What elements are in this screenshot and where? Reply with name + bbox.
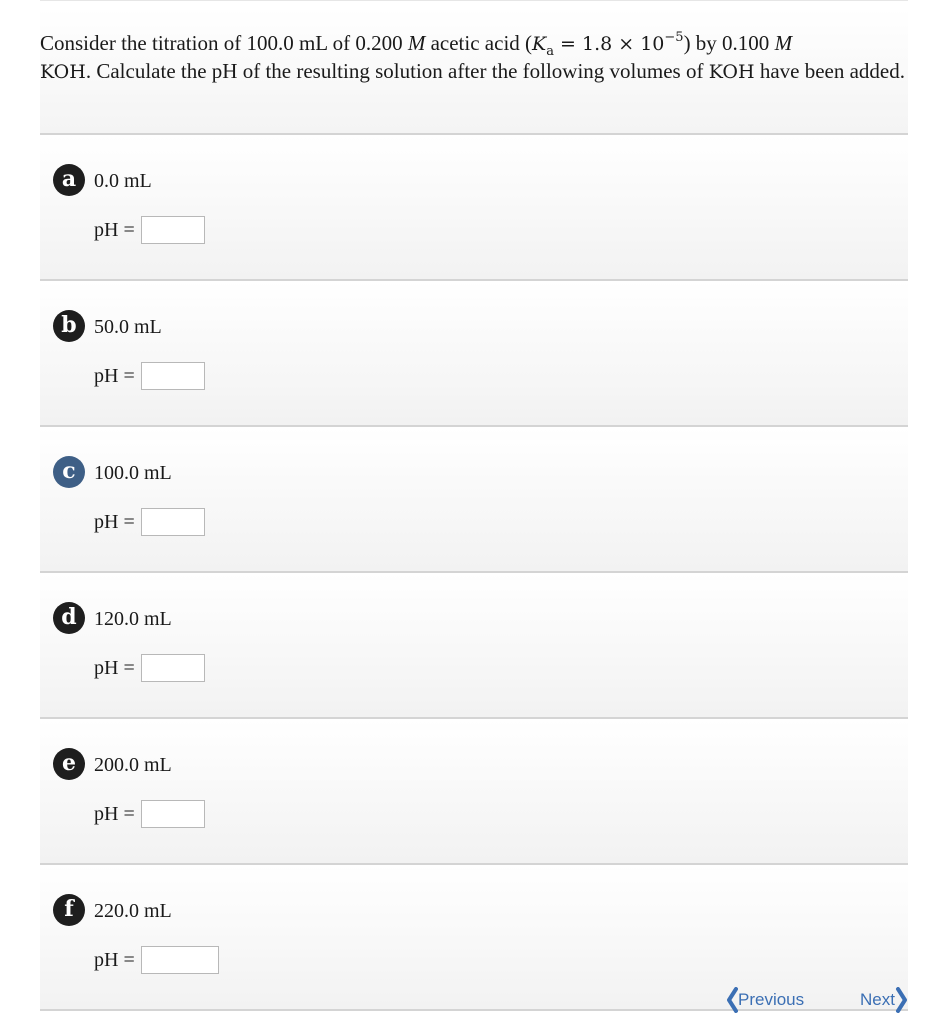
part-d-badge: d bbox=[53, 602, 85, 634]
part-d-answer-row bbox=[94, 653, 205, 683]
part-b-answer-row bbox=[94, 361, 205, 391]
part-f-answer-row bbox=[94, 945, 219, 975]
previous-button[interactable] bbox=[726, 984, 804, 1016]
part-d-volume: 120.0 mL bbox=[94, 608, 172, 630]
part-a-answer-row bbox=[94, 215, 205, 245]
part-b-volume: 50.0 mL bbox=[94, 316, 162, 338]
next-label: Next bbox=[860, 990, 895, 1009]
part-e-answer-row bbox=[94, 799, 205, 829]
part-c bbox=[40, 427, 908, 573]
question-prompt: Consider the titration of 100.0 mL of 0.200 M acetic acid $(K_a = 1.8 \times 10^{-5})$ by 0.100 M KOH. Calculate the pH of the resulting solution after the following volumes of KOH have been added. bbox=[40, 8, 908, 135]
part-b-ph-input[interactable] bbox=[141, 362, 205, 390]
part-a-badge: a bbox=[53, 164, 85, 196]
part-d bbox=[40, 573, 908, 719]
next-button[interactable] bbox=[860, 984, 909, 1016]
part-e-badge: e bbox=[53, 748, 85, 780]
top-divider bbox=[40, 0, 908, 1]
part-f-ph-input[interactable] bbox=[141, 946, 219, 974]
part-a-volume: 0.0 mL bbox=[94, 170, 152, 192]
part-c-ph-input[interactable] bbox=[141, 508, 205, 536]
part-c-volume: 100.0 mL bbox=[94, 462, 172, 484]
part-f-badge: f bbox=[53, 894, 85, 926]
ph-label: pH = bbox=[94, 365, 135, 387]
part-b bbox=[40, 281, 908, 427]
ph-label: pH = bbox=[94, 949, 135, 971]
part-e-ph-input[interactable] bbox=[141, 800, 205, 828]
previous-label: Previous bbox=[738, 990, 805, 1009]
part-f-volume: 220.0 mL bbox=[94, 900, 172, 922]
part-e bbox=[40, 719, 908, 865]
part-d-ph-input[interactable] bbox=[141, 654, 205, 682]
part-a-ph-input[interactable] bbox=[141, 216, 205, 244]
chevron-left-icon bbox=[726, 987, 738, 1013]
part-b-badge: b bbox=[53, 310, 85, 342]
ph-label: pH = bbox=[94, 219, 135, 241]
part-e-volume: 200.0 mL bbox=[94, 754, 172, 776]
chevron-right-icon bbox=[895, 987, 909, 1013]
part-c-badge: c bbox=[53, 456, 85, 488]
ph-label: pH = bbox=[94, 657, 135, 679]
part-c-answer-row bbox=[94, 507, 205, 537]
ph-label: pH = bbox=[94, 511, 135, 533]
ph-label: pH = bbox=[94, 803, 135, 825]
part-a bbox=[40, 135, 908, 281]
